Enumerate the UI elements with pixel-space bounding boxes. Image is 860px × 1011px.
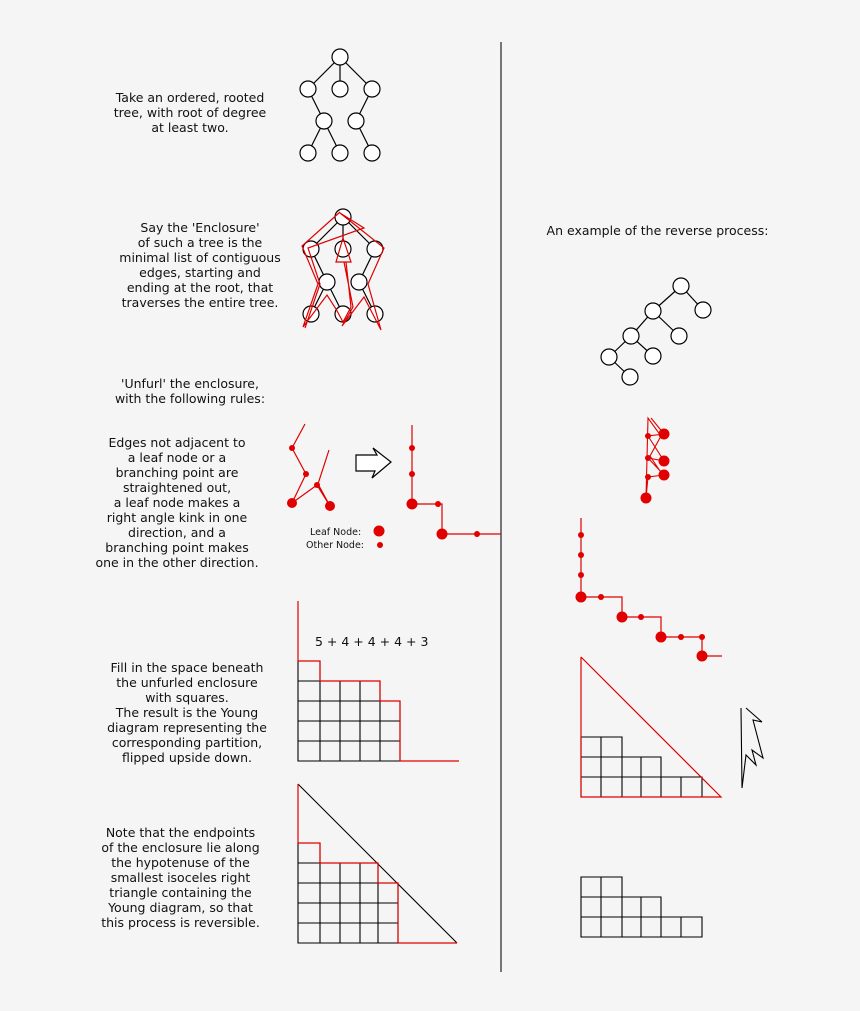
leaf-node-dot: [641, 493, 652, 504]
leaf-node-dot: [659, 456, 670, 467]
unfurled-enclosure: [407, 425, 502, 540]
triangle-outline: [581, 657, 721, 797]
leaf-node-dot: [617, 612, 628, 623]
other-node-dot: [289, 445, 295, 451]
legend-leaf-label: Leaf Node:: [310, 527, 362, 538]
other-node-dot: [409, 445, 415, 451]
other-node-dot: [303, 471, 309, 477]
tree-root-node: [335, 209, 351, 225]
other-node-dot: [578, 552, 584, 558]
step4-text: Fill in the space beneath the unfurled enclosure with squares. The result is the Young diagram representing the corresponding partition, flipped upside down.: [107, 660, 267, 765]
tree-node: [645, 348, 661, 364]
bent-enclosure: [287, 424, 335, 511]
leaf-node-dot: [697, 651, 708, 662]
other-node-dot: [598, 594, 604, 600]
legend-other-dot: [377, 542, 383, 548]
leaf-node-dot: [576, 592, 587, 603]
leaf-node-dot: [437, 529, 448, 540]
leaf-node-dot: [287, 498, 297, 508]
leaf-node-dot: [659, 429, 670, 440]
other-node-dot: [638, 614, 644, 620]
rooted-tree: [300, 49, 380, 161]
young-diagram-step4: [298, 601, 459, 761]
step2-text: Say the 'Enclosure' of such a tree is the minimal list of contiguous edges, starting and ending at the root, that traverses the entire tree.: [119, 220, 281, 310]
tree-node: [622, 369, 638, 385]
step3-title: 'Unfurl' the enclosure, with the following rules:: [114, 376, 266, 406]
other-node-dot: [409, 471, 415, 477]
partition-label: 5 + 4 + 4 + 4 + 3: [315, 634, 429, 649]
reverse-unfurled-enclosure: [576, 518, 723, 662]
leaf-node-dot: [656, 632, 667, 643]
tree-node: [351, 274, 367, 290]
other-node-dot: [474, 531, 480, 537]
reverse-triangle-diagram: [581, 657, 721, 797]
tree-node: [645, 303, 661, 319]
other-node-dot: [699, 634, 705, 640]
other-node-dot: [578, 532, 584, 538]
tree-node: [300, 81, 316, 97]
unfurl-arrow: [356, 448, 391, 478]
other-node-dot: [314, 482, 320, 488]
reverse-title: An example of the reverse process:: [546, 223, 769, 238]
tree-node: [623, 328, 639, 344]
tree-node: [364, 145, 380, 161]
leaf-node-dot: [325, 501, 335, 511]
tree-node: [316, 113, 332, 129]
tree-root-node: [673, 278, 689, 294]
legend-leaf-dot: [374, 526, 385, 537]
zigzag-marker: [741, 708, 763, 788]
tree-node: [364, 81, 380, 97]
enclosed-tree: [302, 209, 384, 330]
enclosure-outline: [298, 601, 459, 761]
other-node-dot: [578, 572, 584, 578]
other-node-dot: [435, 501, 441, 507]
tree-node: [601, 349, 617, 365]
tree-node: [332, 145, 348, 161]
other-node-dot: [645, 455, 651, 461]
reverse-young-diagram: [581, 877, 702, 937]
other-node-dot: [645, 474, 651, 480]
legend-other-label: Other Node:: [306, 540, 364, 551]
step1-text: Take an ordered, rooted tree, with root of degree at least two.: [113, 90, 267, 135]
tree-root-node: [332, 49, 348, 65]
tree-node: [695, 302, 711, 318]
reverse-folded-enclosure: [641, 418, 670, 504]
step5-text: Note that the endpoints of the enclosure lie along the hypotenuse of the smallest isoceles right triangle containing the Young diagram, so that this process is reversible.: [101, 825, 260, 930]
step3-rules: Edges not adjacent to a leaf node or a branching point are straightened out, a leaf node makes a right angle kink in one direction, and a branching point makes one in the other direction.: [95, 435, 259, 570]
tree-node: [671, 328, 687, 344]
tree-node: [300, 145, 316, 161]
node-legend: [306, 526, 385, 552]
tree-node: [319, 274, 335, 290]
leaf-node-dot: [407, 499, 418, 510]
other-node-dot: [678, 634, 684, 640]
other-node-dot: [645, 433, 651, 439]
young-diagram-step5: [298, 784, 457, 943]
tree-node: [332, 81, 348, 97]
leaf-node-dot: [659, 470, 670, 481]
reverse-tree: [601, 278, 711, 385]
tree-node: [348, 113, 364, 129]
